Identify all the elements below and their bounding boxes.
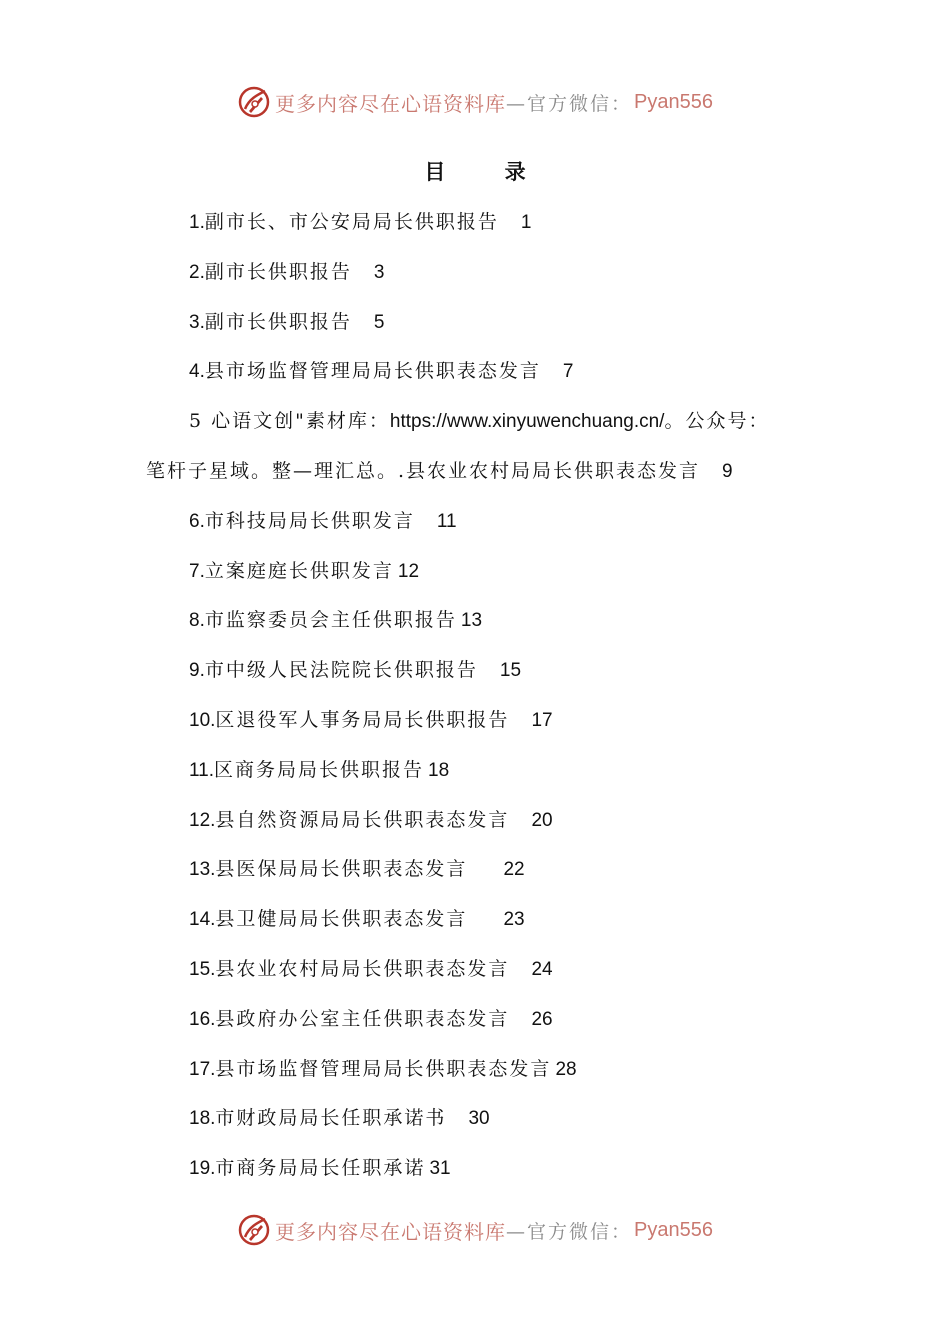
toc-entry xyxy=(146,746,826,796)
toc-entry-number: 17. xyxy=(189,1058,216,1080)
toc-entry-title: 区退役军人事务局局长供职报告 xyxy=(215,708,510,731)
toc-entry-title: 市中级人民法院院长供职报告 xyxy=(204,659,478,682)
toc-entry-number: 6. xyxy=(189,510,205,532)
toc-entry xyxy=(146,198,826,248)
watermark-cn-text: 更多内容尽在心语资料库 xyxy=(275,91,506,116)
toc-entry-number: 16. xyxy=(189,1008,216,1030)
toc-entry-number: 18. xyxy=(189,1108,216,1130)
toc-entry-page: 3 xyxy=(373,261,385,283)
toc-entry xyxy=(146,1045,826,1095)
toc-entry-page: 30 xyxy=(468,1108,490,1130)
watermark-wechat-label: —官方微信： xyxy=(506,1220,633,1243)
toc-entry-title: 县市场监督管理局局长供职表态发言 xyxy=(204,360,541,383)
toc-entry xyxy=(146,845,826,895)
toc-entry-title: 县市场监督管理局局长供职表态发言 xyxy=(215,1057,552,1080)
toc-entry xyxy=(146,497,826,547)
toc-entry-number: 1. xyxy=(189,212,205,233)
toc-entry-title: 副市长、市公安局局长供职报告 xyxy=(204,211,499,233)
toc-entry-page: 5 xyxy=(373,311,385,333)
toc-entry-page: 26 xyxy=(531,1008,553,1030)
toc-entry xyxy=(146,1144,826,1194)
toc-entry-number: 4. xyxy=(189,361,205,383)
toc-entry-page: 12 xyxy=(397,560,420,582)
pen-logo-icon xyxy=(237,1213,271,1247)
toc-entry xyxy=(146,696,826,746)
toc-entry-number: 13. xyxy=(189,859,216,881)
toc-entry-title: 立案庭庭长供职发言 xyxy=(204,559,394,582)
toc-entry xyxy=(146,945,826,995)
toc-entry5-prefix: 5 心语文创"素材库： xyxy=(189,410,390,433)
toc-entry-page: 9 xyxy=(722,460,733,482)
toc-entry-page: 22 xyxy=(503,859,525,881)
toc-entry xyxy=(146,796,826,846)
toc-entry xyxy=(146,995,826,1045)
page-title: 目 录 xyxy=(424,159,552,184)
toc-entry-title: 市财政局局长任职承诺书 xyxy=(215,1107,447,1130)
toc-entry-title: 副市长供职报告 xyxy=(204,310,352,333)
toc-entry xyxy=(146,646,826,696)
toc-entry xyxy=(146,895,826,945)
watermark-banner-bottom xyxy=(0,1210,950,1250)
toc-entry5-url: https://www.xinyuwenchuang.cn/ xyxy=(389,411,665,433)
toc-entry-5-line1 xyxy=(146,397,826,447)
toc-entry-title: 县医保局局长供职表态发言 xyxy=(215,858,468,881)
toc-entry xyxy=(146,248,826,298)
toc-entry-title: 县卫健局局长供职表态发言 xyxy=(215,908,468,931)
toc-entry-title: 区商务局局长供职报告 xyxy=(214,758,425,781)
toc-entry xyxy=(146,298,826,348)
toc-entry xyxy=(146,547,826,597)
toc-entry-title: 县自然资源局局长供职表态发言 xyxy=(215,808,510,831)
toc-entry-page: 23 xyxy=(503,909,525,931)
table-of-contents xyxy=(146,198,826,1194)
toc-entry-page: 31 xyxy=(429,1158,451,1180)
toc-entry-page: 7 xyxy=(562,361,574,383)
toc-entry-page: 1 xyxy=(520,212,532,233)
toc-entry-title: 副市长供职报告 xyxy=(204,260,352,283)
watermark-wechat-id: Pyan556 xyxy=(634,90,713,113)
toc-entry-number: 14. xyxy=(189,909,216,931)
toc-entry-number: 3. xyxy=(189,311,205,333)
toc-entry-number: 9. xyxy=(189,660,205,682)
toc-entry-number: 2. xyxy=(189,261,205,283)
toc-entry5-suffix: 。公众号： xyxy=(664,410,770,433)
watermark-wechat-label: —官方微信： xyxy=(506,92,633,115)
toc-entry-number: 8. xyxy=(189,610,205,632)
toc-entry-number: 11. xyxy=(189,759,215,781)
toc-entry-page: 17 xyxy=(531,709,553,731)
toc-entry-number: 7. xyxy=(189,560,205,582)
watermark-wechat-id: Pyan556 xyxy=(634,1218,713,1241)
toc-entry5-title: 笔杆子星域。整—理汇总。.县农业农村局局长供职表态发言 xyxy=(146,459,701,482)
pen-logo-icon xyxy=(237,85,271,119)
toc-entry-page: 13 xyxy=(460,610,483,632)
toc-entry-title: 县政府办公室主任供职表态发言 xyxy=(215,1007,510,1030)
watermark-cn-text: 更多内容尽在心语资料库 xyxy=(275,1219,506,1244)
toc-entry-page: 28 xyxy=(555,1058,577,1080)
toc-entry-number: 12. xyxy=(189,809,216,831)
toc-entry-page: 15 xyxy=(499,660,522,682)
toc-entry-title: 市监察委员会主任供职报告 xyxy=(204,609,457,632)
toc-entry-title: 市科技局局长供职发言 xyxy=(204,509,415,532)
toc-entry-page: 11 xyxy=(436,510,457,532)
toc-entry xyxy=(146,596,826,646)
watermark-banner-top xyxy=(0,82,950,122)
toc-entry-page: 20 xyxy=(531,809,553,831)
toc-entry-number: 15. xyxy=(189,958,216,980)
toc-entry xyxy=(146,1094,826,1144)
toc-entry-title: 县农业农村局局长供职表态发言 xyxy=(215,957,510,980)
toc-entry-title: 市商务局局长任职承诺 xyxy=(215,1157,426,1180)
toc-entry-page: 18 xyxy=(428,759,450,781)
toc-entry xyxy=(146,347,826,397)
toc-entry-5-line2 xyxy=(146,447,826,497)
toc-entry-number: 10. xyxy=(189,709,216,731)
toc-entry-number: 19. xyxy=(189,1158,216,1180)
toc-entry-page: 24 xyxy=(531,958,553,980)
